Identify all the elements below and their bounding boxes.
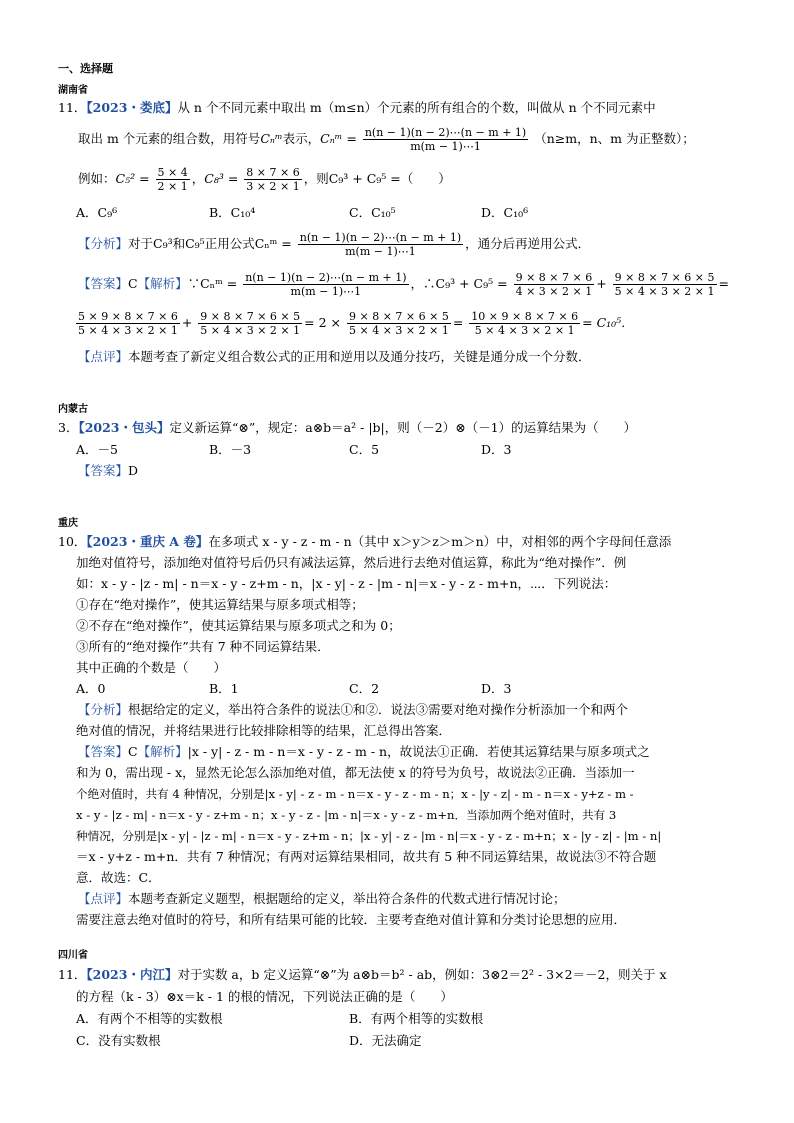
solution-chongqing-line2: 和为 0，需出现 - x，显然无论怎么添加绝对值，都无法使 x 的符号为负号，故说法②正确．当添加一 — [76, 765, 635, 780]
solution-hunan-line1: 【答案】C【解析】∵Cₙᵐ = $\frac{n(n - 1)(n - 2)\cdots(n - m + 1)}{m(m - 1)\cdots 1}$ ，∴C₉³ + C₉⁵ = $\frac{9 \times 8 \times 7 \times 6}{4 \times 3 \times 2 \times 1}$ + $\frac{9 \times 8 \times 7 \times 6 \times 5}{5 \times 4 \times 3 \times 2 \times 1}$ = — [78, 271, 729, 298]
option-a: A．－5 — [76, 442, 118, 457]
option-b: B．C₁₀⁴ — [209, 205, 256, 220]
solution-chongqing-line5: 种情况，分别是|x - y| - |z - m| - n＝x - y - z+m - n；|x - y| - z - |m - n|＝x - y - z - m+n；x - |y - z| - |m - n| — [76, 829, 662, 843]
question-10-chongqing-line1: 10．【2023・重庆 A 卷】在多项式 x - y - z - m - n（其中 x＞y＞z＞m＞n）中，对相邻的两个字母间任意添 — [58, 534, 672, 549]
question-10-line3: 如：x - y - |z - m| - n＝x - y - z+m - n，|x - y| - z - |m - n|＝x - y - z - m+n，⋯．下列说法： — [76, 576, 617, 591]
analysis-chongqing-line2: 绝对值的情况，并将结果进行比较排除相等的结果，汇总得出答案． — [76, 723, 452, 738]
answer-neimenggu: 【答案】D — [78, 463, 139, 478]
option-b: B．1 — [209, 681, 239, 696]
statement-1: ①存在“绝对操作”，使其运算结果与原多项式相等； — [76, 597, 364, 612]
option-d: D．3 — [481, 442, 512, 457]
statement-2: ②不存在“绝对操作”，使其运算结果与原多项式之和为 0； — [76, 618, 401, 633]
question-text: 从 n 个不同元素中取出 m（m≤n）个元素的所有组合的个数，叫做从 n 个不同元素中 — [177, 100, 656, 115]
province-label-neimenggu: 内蒙古 — [58, 404, 88, 415]
question-number: 11． — [58, 100, 87, 115]
option-a: A．C₉⁶ — [76, 205, 118, 220]
option-c: C．5 — [349, 442, 380, 457]
option-a: A．0 — [76, 681, 106, 696]
option-d: D．C₁₀⁶ — [481, 205, 529, 220]
combination-formula: $\frac{n(n - 1)(n - 2)\cdots(n - m + 1)}{m(m - 1)\cdots 1}$ — [364, 126, 527, 153]
comment-chongqing-line2: 需要注意去绝对值时的符号，和所有结果可能的比较．主要考查绝对值计算和分类讨论思想的应用． — [76, 912, 627, 927]
comment-chongqing-line1: 【点评】本题考查新定义题型，根据题给的定义，举出符合条件的代数式进行情况讨论； — [78, 891, 566, 906]
question-11-sichuan-line2: 的方程（k - 3）⊗x＝k - 1 的根的情况，下列说法正确的是（ ） — [76, 989, 453, 1004]
solution-chongqing-line6: ＝x - y+z - m+n．共有 7 种情况；有两对运算结果相同，故共有 5 种不同运算结果，故说法③不符合题 — [76, 849, 657, 864]
option-c: C．C₁₀⁵ — [349, 205, 396, 220]
solution-chongqing-line7: 意．故选：C． — [76, 870, 161, 885]
analysis-chongqing-line1: 【分析】根据给定的定义，举出符合条件的说法①和②．说法③需要对绝对操作分析添加一个和两个 — [78, 702, 629, 717]
question-11-hunan-line2: 取出 m 个元素的组合数，用符号Cₙᵐ表示，Cₙᵐ = $\frac{n(n - 1)(n - 2)\cdots(n - m + 1)}{m(m - 1)\cdots 1}$ （n≥m，n、m 为正整数）； — [78, 126, 695, 153]
option-c: C．没有实数根 — [76, 1033, 161, 1048]
question-11-hunan-line1 — [58, 98, 656, 118]
question-11-sichuan-line1: 11．【2023・内江】对于实数 a，b 定义运算“⊗”为 a⊗b＝b² - ab，例如：3⊗2＝2² - 3×2＝－2，则关于 x — [58, 967, 667, 982]
province-label-hunan: 湖南省 — [58, 85, 88, 96]
question-3-neimenggu: 3．【2023・包头】定义新运算“⊗”，规定：a⊗b＝a² - |b|，则（－2）⊗（－1）的运算结果为（ ） — [58, 420, 637, 435]
option-d: D．无法确定 — [349, 1033, 422, 1048]
question-10-line2: 加绝对值符号，添加绝对值符号后仍只有减法运算，然后进行去绝对值运算，称此为“绝对操作”．例 — [76, 555, 627, 570]
province-label-sichuan: 四川省 — [58, 950, 88, 961]
province-label-chongqing: 重庆 — [58, 518, 78, 529]
option-b: B．－3 — [209, 442, 252, 457]
solution-chongqing-line1: 【答案】C【解析】|x - y| - z - m - n＝x - y - z - m - n，故说法①正确．若使其运算结果与原多项式之 — [78, 744, 650, 759]
option-b: B．有两个相等的实数根 — [349, 1011, 484, 1026]
question-source: 【2023・娄底】 — [86, 100, 178, 115]
solution-chongqing-line3: 个绝对值时，共有 4 种情况，分别是|x - y| - z - m - n＝x - y - z - m - n；x - |y - z| - m - n＝x - y+z - m - — [76, 787, 634, 801]
statement-3: ③所有的“绝对操作”共有 7 种不同运算结果． — [76, 639, 330, 654]
section-title: 一、选择题 — [58, 62, 113, 75]
comment-hunan: 【点评】本题考查了新定义组合数公式的正用和逆用以及通分技巧，关键是通分成一个分数． — [78, 349, 591, 364]
analysis-hunan: 【分析】对于C₉³和C₉⁵正用公式Cₙᵐ = $\frac{n(n - 1)(n - 2)\cdots(n - m + 1)}{m(m - 1)\cdots 1}$ ，通分后再逆用公式． — [78, 231, 591, 258]
solution-hunan-line2: $\frac{5 \times 9 \times 8 \times 7 \times 6}{5 \times 4 \times 3 \times 2 \times 1}$ + $\frac{9 \times 8 \times 7 \times 6 \times 5}{5 \times 4 \times 3 \times 2 \times 1}$ = 2 × $\frac{9 \times 8 \times 7 \times 6 \times 5}{5 \times 4 \times 3 \times 2 \times 1}$ = $\frac{10 \times 9 \times 8 \times 7 \times 6}{5 \times 4 \times 3 \times 2 \times 1}$ = C₁₀⁵． — [78, 310, 634, 337]
question-ask: 其中正确的个数是（ ） — [76, 660, 227, 675]
option-c: C．2 — [349, 681, 380, 696]
option-a: A．有两个不相等的实数根 — [76, 1011, 223, 1026]
option-d: D．3 — [481, 681, 512, 696]
solution-chongqing-line4: x - y - |z - m| - n＝x - y - z+m - n；x - y - z - |m - n|＝x - y - z - m+n．当添加两个绝对值时，共有 3 — [76, 808, 617, 822]
question-11-hunan-example: 例如：C₅² = $\frac{5 \times 4}{2 \times 1}$ ，C₈³ = $\frac{8 \times 7 \times 6}{3 \times 2 \times 1}$ ，则C₉³ + C₉⁵ =（ ） — [78, 166, 451, 193]
